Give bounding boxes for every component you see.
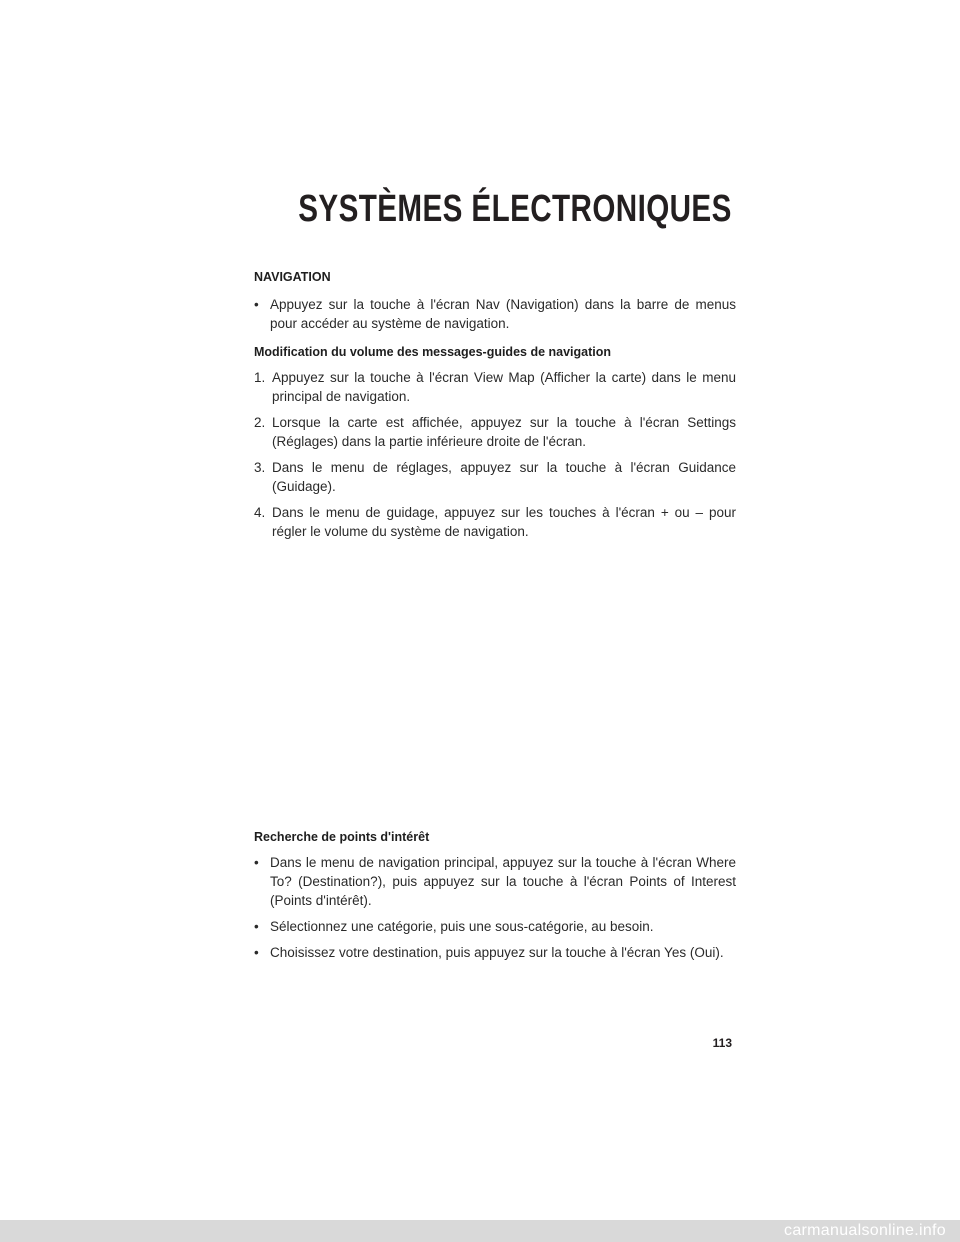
page-number: 113 — [712, 1036, 732, 1050]
list-item-text: Choisissez votre destination, puis appuyez sur la touche à l'écran Yes (Oui). — [270, 945, 724, 960]
poi-section — [254, 828, 736, 969]
list-item — [254, 917, 736, 936]
section-heading: NAVIGATION — [254, 270, 331, 284]
list-item — [254, 943, 736, 962]
watermark-link[interactable]: carmanualsonline.info — [784, 1222, 946, 1239]
numbered-list — [254, 368, 736, 541]
list-item — [254, 413, 736, 451]
list-item — [254, 295, 736, 333]
footer-band — [0, 1220, 960, 1242]
bullet-list — [254, 853, 736, 962]
list-item-text: Appuyez sur la touche à l'écran Nav (Navigation) dans la barre de menus pour accéder au système de navigation. — [270, 297, 736, 331]
bullet-icon: • — [254, 855, 259, 870]
list-item-text: Lorsque la carte est affichée, appuyez sur la touche à l'écran Settings (Réglages) dans la partie inférieure droite de l'écran. — [272, 415, 736, 449]
step-number: 4. — [254, 505, 266, 520]
step-number: 1. — [254, 370, 266, 385]
bullet-list — [254, 295, 736, 333]
subsection-heading: Modification du volume des messages-guides de navigation — [254, 345, 612, 359]
list-item-text: Sélectionnez une catégorie, puis une sous-catégorie, au besoin. — [270, 919, 654, 934]
subsection-heading: Recherche de points d'intérêt — [254, 830, 430, 844]
list-item-text: Appuyez sur la touche à l'écran View Map (Afficher la carte) dans le menu principal de navigation. — [272, 370, 736, 404]
list-item-text: Dans le menu de navigation principal, appuyez sur la touche à l'écran Where To? (Destination?), puis appuyez sur la touche à l'écran Points of Interest (Points d'intérêt). — [270, 855, 736, 908]
step-number: 2. — [254, 415, 266, 430]
bullet-icon: • — [254, 945, 259, 960]
navigation-section — [254, 268, 736, 548]
step-number: 3. — [254, 460, 266, 475]
list-item-text: Dans le menu de réglages, appuyez sur la touche à l'écran Guidance (Guidage). — [272, 460, 736, 494]
list-item-text: Dans le menu de guidage, appuyez sur les touches à l'écran + ou – pour régler le volume du système de navigation. — [272, 505, 736, 539]
list-item — [254, 503, 736, 541]
list-item — [254, 458, 736, 496]
list-item — [254, 368, 736, 406]
bullet-icon: • — [254, 919, 259, 934]
list-item — [254, 853, 736, 910]
page-title: SYSTÈMES ÉLECTRONIQUES — [298, 188, 732, 230]
bullet-icon: • — [254, 297, 259, 312]
